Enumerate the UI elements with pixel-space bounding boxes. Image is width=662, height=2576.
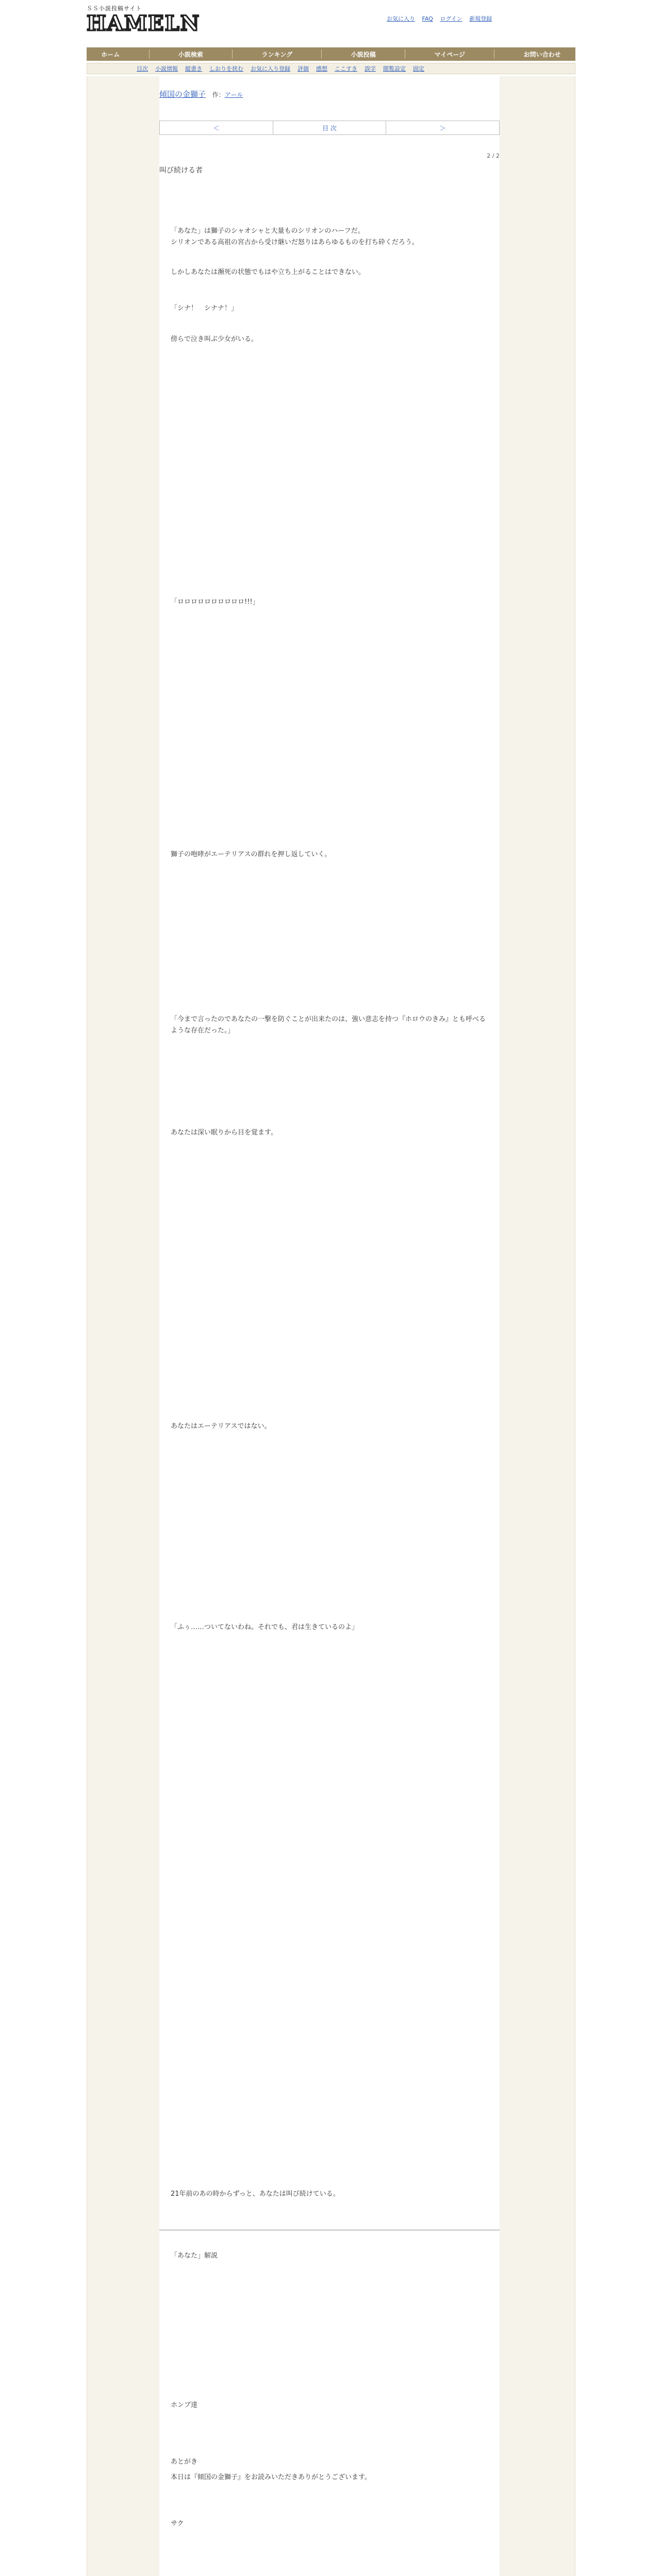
- subnav-rate[interactable]: 評価: [297, 65, 309, 72]
- site-header: [0, 0, 662, 50]
- subnav-review[interactable]: 感想: [316, 65, 327, 72]
- paragraph: 21年前のあの時からずっと、あなたは叫び続けている。: [171, 2190, 340, 2198]
- global-nav: [87, 47, 575, 61]
- gnav-search[interactable]: 小説検索: [178, 50, 203, 58]
- paragraph: 「あなた」は獅子のシャオシャと大量ものシリオンのハーフだ。 シリオンである高祖の宮古から受け継いだ怒りはあらゆるものを打ち砕くだろう。: [171, 227, 419, 246]
- pager-top: [159, 121, 500, 135]
- author-label: 作：: [212, 91, 225, 98]
- prev-button[interactable]: ＜: [160, 121, 273, 134]
- page-indicator: 2 / 2: [487, 152, 500, 159]
- gnav-contact[interactable]: お問い合わせ: [523, 50, 561, 58]
- title-row: [159, 89, 243, 99]
- paragraph: 「今まで言ったのであなたの一撃を防ぐことが出来たのは、強い意志を持つ『ホロウのきみ』とも呼べるような存在だった。」: [171, 1015, 486, 1035]
- top-link-register[interactable]: 新規登録: [469, 15, 492, 22]
- paragraph: 「ふぅ……ついてないわね。それでも、君は生きているのよ」: [171, 1623, 359, 1631]
- subnav-fixed[interactable]: 固定: [413, 65, 424, 72]
- subnav-settings[interactable]: 閲覧設定: [383, 65, 406, 72]
- subnav-typo[interactable]: 誤字: [365, 65, 376, 72]
- subnav-toc[interactable]: 目次: [137, 65, 148, 72]
- paragraph: 「ロロロロロロロロロロ!!!」: [171, 598, 259, 606]
- gnav-ranking[interactable]: ランキング: [261, 50, 293, 58]
- paragraph: 傍らで泣き叫ぶ少女がいる。: [171, 335, 258, 343]
- paragraph: しかしあなたは瀕死の状態でもはや立ち上がることはできない。: [171, 268, 366, 276]
- top-link-favorite[interactable]: お気に入り: [387, 15, 415, 22]
- subnav-info[interactable]: 小説情報: [155, 65, 178, 72]
- next-button[interactable]: ＞: [439, 124, 446, 132]
- subnav-bookmark[interactable]: しおりを挟む: [209, 65, 243, 72]
- top-link-faq[interactable]: FAQ: [422, 15, 433, 22]
- gnav-mypage[interactable]: マイページ: [434, 50, 465, 58]
- author-link[interactable]: アール: [224, 91, 243, 98]
- logo-subtitle: ＳＳ小説投稿サイト: [87, 5, 142, 12]
- paragraph: ホンブ達: [171, 2401, 198, 2409]
- nav-divider: [149, 49, 150, 59]
- subnav-like[interactable]: ここすき: [335, 65, 357, 72]
- paragraph: あなたは深い眠りから目を覚ます。: [171, 1129, 277, 1137]
- paragraph: あなたはエーテリアスではない。: [171, 1422, 271, 1430]
- sub-nav: [87, 63, 575, 74]
- afterword-heading: あとがき: [171, 2458, 198, 2466]
- site-logo[interactable]: [87, 4, 201, 40]
- nav-divider: [232, 49, 233, 59]
- gnav-home[interactable]: ホーム: [101, 50, 120, 58]
- paragraph: サク: [171, 2520, 184, 2528]
- subnav-vertical[interactable]: 縦書き: [185, 65, 202, 72]
- main-area: [87, 76, 575, 2576]
- logo-text: HAMELN: [87, 11, 201, 36]
- paragraph: 獅子の咆哮がエーテリアスの群れを押し返していく。: [171, 851, 332, 858]
- chapter-title: 叫び続ける者: [159, 166, 203, 175]
- toc-button[interactable]: 目 次: [273, 121, 387, 134]
- subnav-favorite[interactable]: お気に入り登録: [251, 65, 290, 72]
- nav-divider: [321, 49, 322, 59]
- paragraph: 「シナ！ シナナ！」: [171, 304, 238, 312]
- novel-content: [159, 76, 500, 2576]
- gnav-post[interactable]: 小説投稿: [351, 50, 376, 58]
- top-link-login[interactable]: ログイン: [440, 15, 462, 22]
- novel-title[interactable]: 傾国の金獅子: [159, 90, 206, 99]
- paragraph: 「あなた」解説: [171, 2252, 218, 2260]
- top-links: [382, 14, 492, 23]
- afterword-text: 本日は『傾国の金獅子』をお読みいただきありがとうございます。: [171, 2473, 371, 2481]
